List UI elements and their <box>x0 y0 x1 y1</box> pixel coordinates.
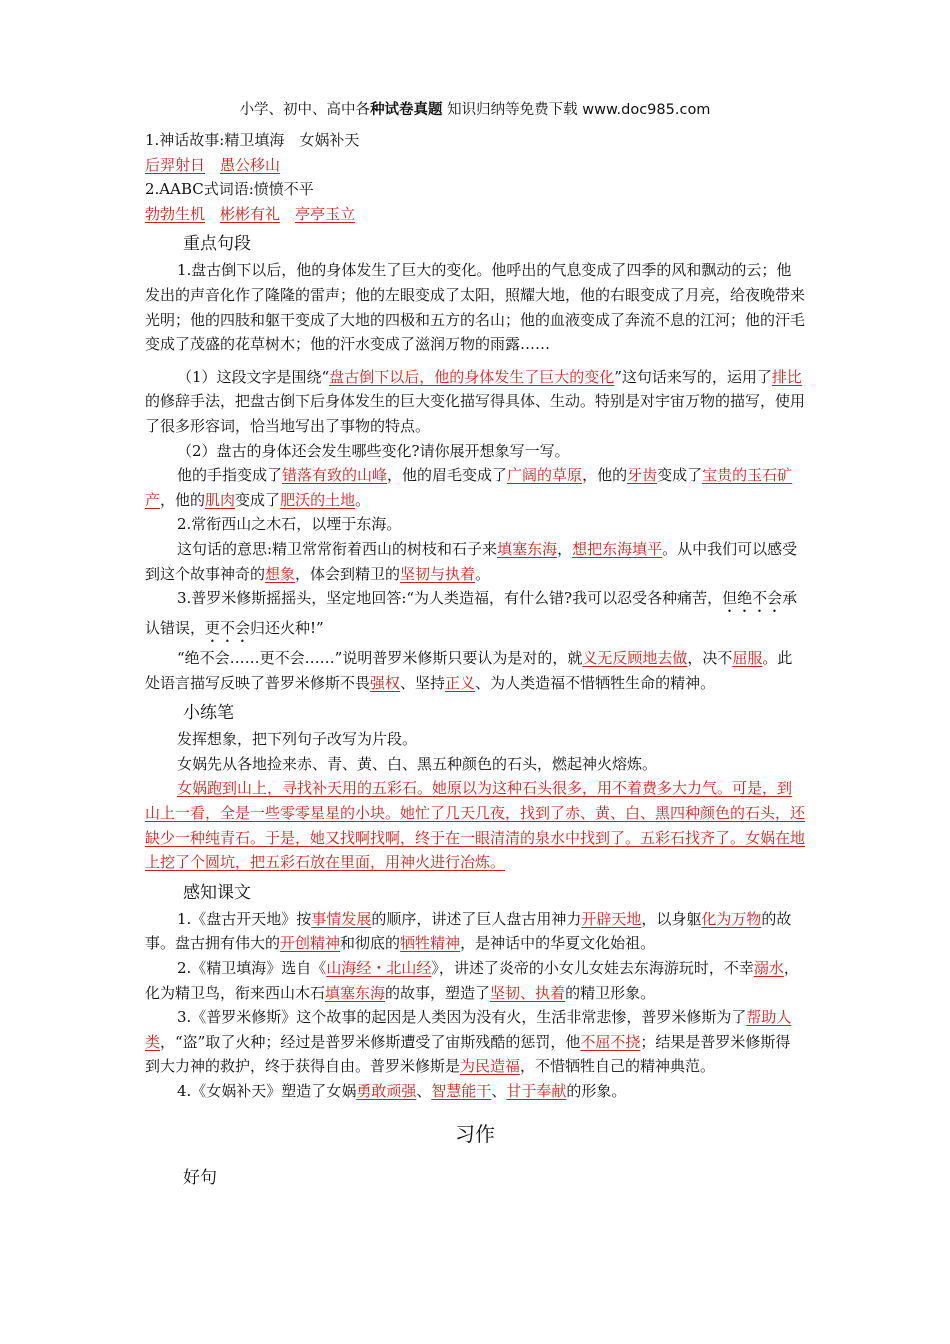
answer: 盘古倒下以后，他的身体发生了巨大的变化 <box>329 367 615 386</box>
answer: 彬彬有礼 <box>220 204 281 223</box>
emphasis-text: 但绝不会 <box>722 589 783 608</box>
practice-instruction: 发挥想象，把下列句子改写为片段。 <box>177 730 418 749</box>
answer: 填塞东海 <box>497 539 558 558</box>
answer: 为民造福 <box>460 1057 521 1076</box>
answer: 愚公移山 <box>220 155 281 174</box>
answer: 勇敢顽强 <box>356 1082 417 1100</box>
answer: 牙齿 <box>627 466 658 485</box>
aabc-answers <box>145 202 805 227</box>
paragraph: 1.盘古倒下以后，他的身体发生了巨大的变化。他呼出的气息变成了四季的风和飘动的云；他发出的声音化作了隆隆的雷声；他的左眼变成了太阳，照耀大地，他的右眼变成了月亮，给夜晚带来光明；他的四肢和躯干变成了大地的四极和五方的名山；他的血液变成了奔流不息的江河；他的汗毛变成了茂盛的花草树木；他的汗水变成了滋润万物的雨露…… <box>145 261 806 354</box>
answer: 强权 <box>370 673 401 692</box>
answer: 牺牲精神 <box>400 934 461 953</box>
answer: 事情发展 <box>311 909 372 928</box>
answer: 后羿射日 <box>145 155 206 174</box>
answer-3: 这句话的意思:精卫常常衔着西山的树枝和石子来填塞东海，想把东海填平。从中我们可以感受到这个故事神奇的想象，体会到精卫的坚韧与执着。 <box>145 539 798 583</box>
sentence-2: 2.常衔西山之木石，以堙于东海。 <box>177 515 402 534</box>
document-content <box>145 128 805 1192</box>
answer: 想象 <box>265 564 296 583</box>
answer-4: “绝不会……更不会……”说明普罗米修斯只要认为是对的，就义无反顾地去做，决不屈服。此处语言描写反映了普罗米修斯不畏强权、坚持正义、为人类造福不惜牺牲生命的精神。 <box>145 649 793 692</box>
answer: 化为万物 <box>701 909 762 928</box>
practice-answer: 女娲跑到山上，寻找补天用的五彩石。她原以为这种石头很多，用不着费多大力气。可是，到山上一看，全是一些零零星星的小块。她忙了几天几夜，找到了赤、黄、白、黑四种颜色的石头，还缺少一种纯青石。于是，她又找啊找啊，终于在一眼清清的泉水中找到了。五彩石找齐了。女娲在地上挖了个圆坑，把五彩石放在里面，用神火进行冶炼。 <box>145 779 806 872</box>
subheading-good-sentences: 好句 <box>183 1167 217 1188</box>
answer: 肥沃的土地 <box>280 490 356 509</box>
answer: 屈服 <box>732 649 763 668</box>
answer: 排比 <box>771 367 802 386</box>
header-bold-text: 种试卷真题 <box>370 102 443 118</box>
emphasis-text: 更不会 <box>205 619 251 638</box>
answer: 帮助人类 <box>145 1008 792 1051</box>
answer: 开辟天地 <box>581 909 642 928</box>
perception-item-2: 2.《精卫填海》选自《山海经・北山经》，讲述了炎帝的小女儿女娃去东海游玩时，不幸溺水，化为精卫鸟，衔来西山木石填塞东海的故事，塑造了坚韧、执着的精卫形象。 <box>145 959 799 1002</box>
answer: 义无反顾地去做 <box>582 649 688 668</box>
myth-stories-answers <box>145 153 805 178</box>
perception-item-3: 3.《普罗米修斯》这个故事的起因是人类因为没有火，生活非常悲惨，普罗米修斯为了帮助人类，“盗”取了火种；经过是普罗米修斯遭受了宙斯残酷的惩罚，他不屈不挠；结果是普罗米修斯得到大力神的救护，终于获得自由。普罗米修斯是为民造福，不惜牺牲自己的精神典范。 <box>145 1008 792 1076</box>
answer: 想把东海填平 <box>572 539 663 558</box>
answer: 不屈不挠 <box>580 1032 641 1051</box>
sentence-3: 3.普罗米修斯摇摇头，坚定地回答:“为人类造福，有什么错?我可以忍受各种痛苦，但绝不会承认错误，更不会归还火种!” <box>145 589 798 638</box>
section-heading-text-perception: 感知课文 <box>183 882 251 903</box>
perception-item-1: 1.《盘古开天地》按事情发展的顺序，讲述了巨人盘古用神力开辟天地，以身躯化为万物的故事。盘古拥有伟大的开创精神和彻底的牺牲精神，是神话中的华夏文化始祖。 <box>145 909 792 953</box>
perception-item-4: 4.《女娲补天》塑造了女娲勇敢顽强、智慧能干、甘于奉献的形象。 <box>177 1082 627 1100</box>
section-heading-key-sentences: 重点句段 <box>183 234 251 255</box>
answer: 坚韧与执着 <box>400 564 476 583</box>
page-header <box>0 98 950 119</box>
question-2: （2）盘古的身体还会发生哪些变化?请你展开想象写一写。 <box>177 441 570 460</box>
answer: 填塞东海 <box>325 983 386 1002</box>
header-site: 知识归纳等免费下载 www.doc985.com <box>442 102 711 118</box>
section-title-composition: 习作 <box>455 1121 495 1146</box>
answer: 亭亭玉立 <box>295 204 356 223</box>
question-1: （1）这段文字是围绕“盘古倒下以后，他的身体发生了巨大的变化”这句话来写的，运用了排比的修辞手法，把盘古倒下后身体发生的巨大变化描写得具体、生动。特别是对宇宙万物的描写，使用了很多形容词，恰当地写出了事物的特点。 <box>145 367 806 435</box>
answer: 智慧能干 <box>431 1082 492 1100</box>
answer: 正义 <box>445 673 476 692</box>
answer: 错落有致的山峰 <box>282 466 388 485</box>
practice-sentence: 女娲先从各地捡来赤、青、黄、白、黑五种颜色的石头，燃起神火熔炼。 <box>177 754 658 773</box>
header-text: 小学、初中、高中各 <box>239 102 371 118</box>
aabc-line: 2.AABC式词语:愤愤不平 <box>145 180 314 199</box>
answer: 甘于奉献 <box>506 1082 567 1100</box>
answer: 广阔的草原 <box>507 466 583 485</box>
answer: 山海经・北山经 <box>326 959 432 978</box>
myth-stories-line: 1.神话故事:精卫填海 女娲补天 <box>145 131 360 149</box>
answer: 坚韧、执着 <box>490 983 566 1002</box>
section-heading-practice: 小练笔 <box>183 703 234 724</box>
answer: 肌肉 <box>205 490 236 509</box>
answer-2: 他的手指变成了错落有致的山峰，他的眉毛变成了广阔的草原，他的牙齿变成了宝贵的玉石矿产，他的肌肉变成了肥沃的土地。 <box>145 466 793 509</box>
answer: 开创精神 <box>280 934 341 953</box>
answer: 溺水 <box>753 959 784 978</box>
answer: 宝贵的玉石矿产 <box>145 466 793 509</box>
answer: 勃勃生机 <box>145 204 206 223</box>
